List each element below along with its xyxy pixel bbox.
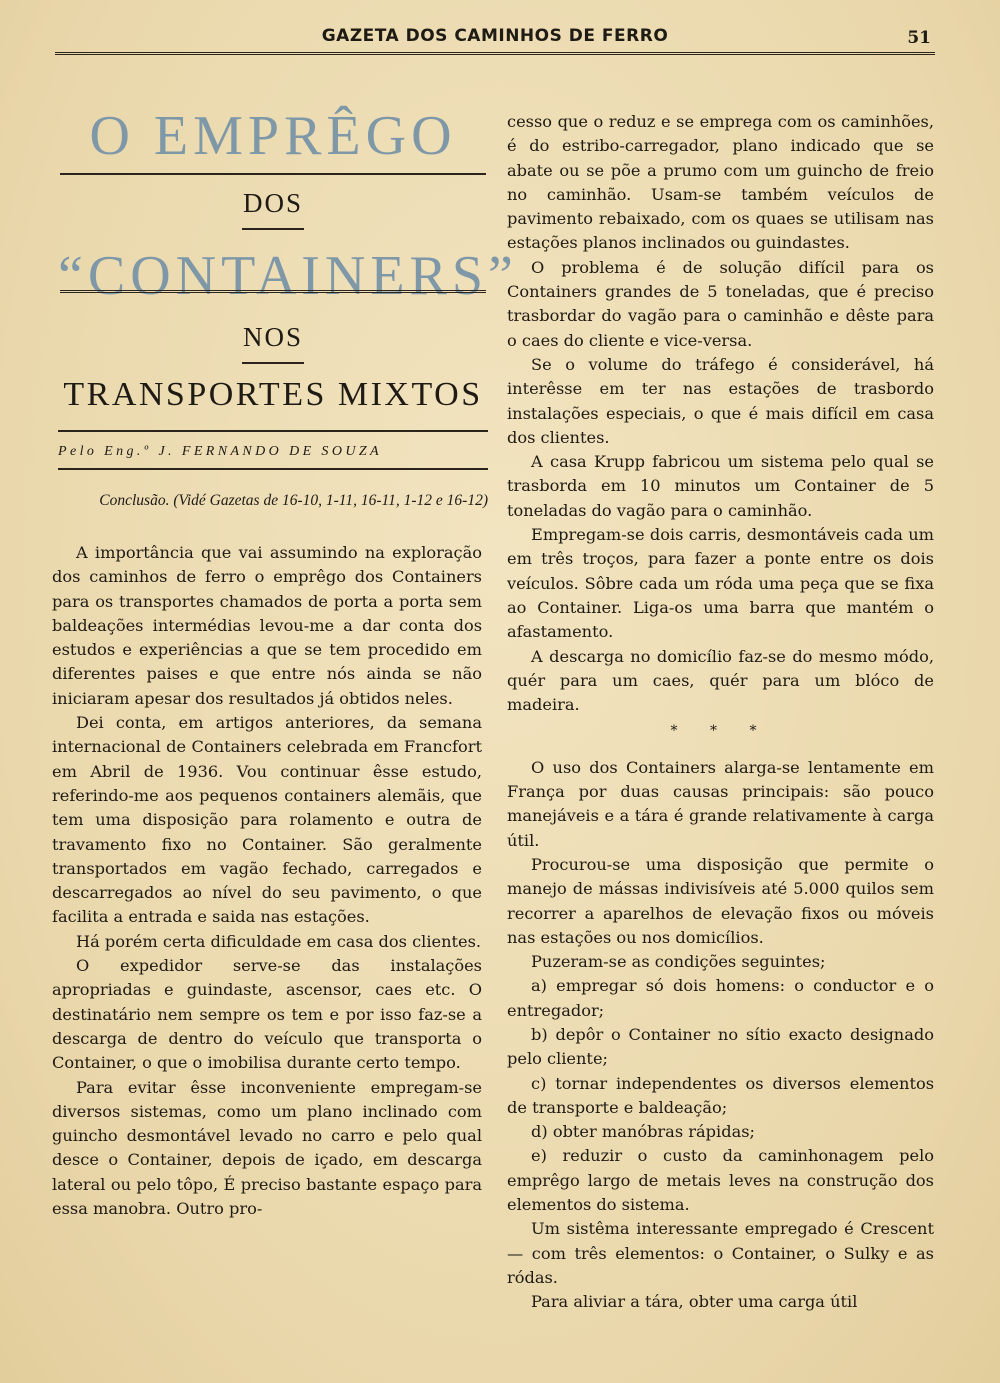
right-column	[507, 110, 934, 1315]
paragraph: Empregam-se dois carris, desmontáveis cada um em três troços, para fazer a ponte entre os dois veículos. Sôbre cada um róda uma peça que se fixa ao Container. Liga-os uma barra que mantém o afastamento.	[507, 525, 934, 642]
title-line-dos: DOS	[242, 188, 303, 218]
left-column	[52, 541, 482, 1221]
title-line-nos: NOS	[242, 322, 303, 352]
title-line-emprego: O EMPRÊGO	[89, 105, 457, 167]
byline-rule	[58, 468, 488, 470]
paragraph: A casa Krupp fabricou um sistema pelo qual se trasborda em 10 minutos um Container de 5 toneladas do vagão para o caminhão.	[507, 452, 934, 520]
paragraph: Procurou-se uma disposição que permite o manejo de mássas indivisíveis até 5.000 quilos sem recorrer a aparelhos de elevação fixos ou móveis nas estações ou nos domicílios.	[507, 854, 934, 947]
list-item: c) tornar independentes os diversos elementos de transporte e baldeação;	[507, 1073, 934, 1117]
list-item: d) obter manóbras rápidas;	[531, 1122, 755, 1142]
list-item: e) reduzir o custo da caminhonagem pelo emprêgo largo de metais leves na construção dos elementos do sistema.	[507, 1146, 934, 1215]
paragraph: Um sistêma interessante empregado é Crescent — com três elementos: o Container, o Sulky e as ródas.	[507, 1219, 934, 1287]
title-line-transportes: TRANSPORTES MIXTOS	[63, 376, 483, 413]
title-rule	[58, 430, 488, 432]
paragraph: Puzeram-se as condições seguintes;	[531, 952, 826, 972]
paragraph: cesso que o reduz e se emprega com os caminhões, é do estribo-carregador, plano indicado que se abate ou se põe a prumo com um guincho de freio no caminhão. Usam-se também veículos de pavimento rebaixado, com os quaes se utilisam nas estações planos inclinados ou guindastes.	[507, 112, 934, 253]
list-item: a) empregar só dois homens: o conductor e o entregador;	[507, 976, 934, 1020]
title-rule	[60, 173, 486, 175]
paragraph: O expedidor serve-se das instalações apropriadas e guindaste, ascensor, caes etc. O destinatário nem sempre os tem e por isso faz-se a descarga de dentro do veículo que transporta o Container, o que o imobilisa durante certo tempo.	[52, 956, 482, 1073]
author-byline: Pelo Eng.º J. FERNANDO DE SOUZA	[58, 444, 382, 459]
page-number: 51	[907, 28, 931, 48]
paragraph: Dei conta, em artigos anteriores, da semana internacional de Containers celebrada em Francfort em Abril de 1936. Vou continuar êsse estudo, referindo-me aos pequenos containers alemãis, que tem uma disposição para rolamento e outra de travamento fixo no Container. São geralmente transportados em vagão fechado, carregados e descarregados ao nível do seu pavimento, o que facilita a entrada e saida nas estações.	[52, 713, 482, 927]
title-line-containers: “CONTAINERS”	[58, 245, 518, 307]
paragraph: O uso dos Containers alarga-se lentamente em França por duas causas principais: são pouco manejáveis e a tára é grande relativamente à carga útil.	[507, 757, 934, 850]
journal-title: GAZETA DOS CAMINHOS DE FERRO	[321, 26, 669, 46]
paragraph: O problema é de solução difícil para os Containers grandes de 5 toneladas, que é preciso trasbordar do vagão para o caminhão e dêste para o caes do cliente e vice-versa.	[507, 257, 934, 350]
title-rule-double	[60, 290, 486, 293]
title-rule-short	[242, 362, 304, 364]
title-rule-short	[242, 228, 304, 230]
paragraph: Para evitar êsse inconveniente empregam-se diversos sistemas, como um plano inclinado com guincho desmontável levado no carro e pelo qual desce o Container, depois de içado, em descarga lateral ou pelo tôpo, É preciso bastante espaço para essa manobra. Outro pro-	[52, 1077, 482, 1219]
paragraph: A descarga no domicílio faz-se do mesmo módo, quér para um caes, quér para um blóco de madeira.	[507, 646, 934, 715]
conclusion-note: Conclusão. (Vidé Gazetas de 16-10, 1-11, 16-11, 1-12 e 16-12)	[99, 492, 488, 509]
paragraph: Se o volume do tráfego é considerável, há interêsse em ter nas estações de trasbordo instalações especiais, o que é mais difícil em casa dos clientes.	[507, 354, 934, 447]
paragraph: Para aliviar a tára, obter uma carga útil	[531, 1292, 858, 1312]
section-separator: * * *	[670, 723, 771, 740]
list-item: b) depôr o Container no sítio exacto designado pelo cliente;	[507, 1024, 934, 1069]
running-header	[55, 22, 935, 55]
paragraph: Há porém certa dificuldade em casa dos clientes.	[76, 931, 482, 951]
paragraph: A importância que vai assumindo na exploração dos caminhos de ferro o emprêgo dos Containers para os transportes chamados de porta a porta sem baldeações intermédias levou-me a dar conta dos estudos e experiências a que se tem procedido em diferentes paises e que entre nós ainda se não iniciaram apesar dos resultados já obtidos neles.	[52, 543, 482, 708]
